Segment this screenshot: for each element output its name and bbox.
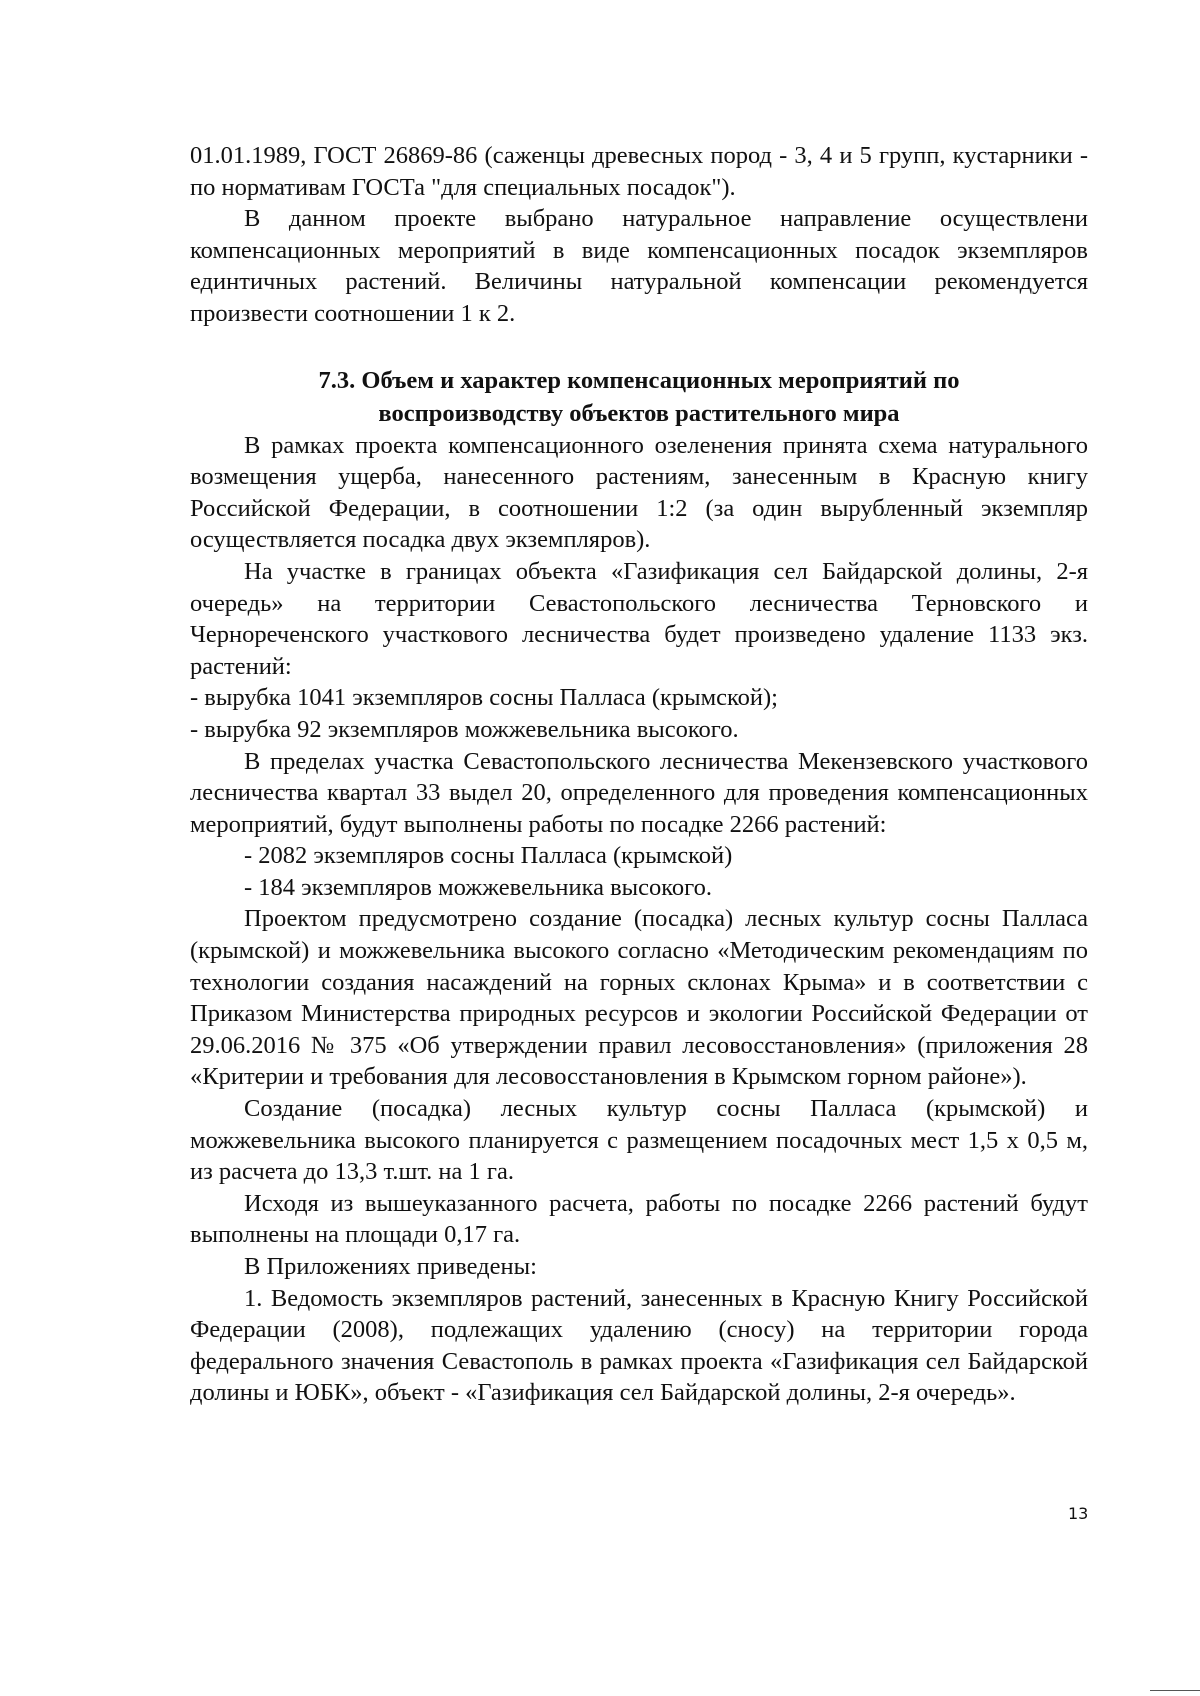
paragraph: В Приложениях приведены: (244, 1253, 537, 1280)
paragraph: На участке в границах объекта «Газификация сел Байдарской долины, 2-я очередь» на территории Севастопольского лесничества Терновского и Чернореченского участкового лесничества будет произведено удаление 1133 экз. растений: (190, 557, 1088, 680)
numbered-item: 1. Ведомость экземпляров растений, занесенных в Красную Книгу Российской Федерации (2008), подлежащих удалению (сносу) на территории города федерального значения Севастополь в рамках проекта «Газификация сел Байдарской долины и ЮБК», объект - «Газификация сел Байдарской долины, 2-я очередь». (190, 1284, 1088, 1407)
scan-edge-line (1150, 1690, 1200, 1691)
paragraph: Исходя из вышеуказанного расчета, работы по посадке 2266 растений будут выполнены на площади 0,17 га. (190, 1189, 1088, 1249)
paragraph: В рамках проекта компенсационного озеленения принята схема натурального возмещения ущерба, нанесенного растениям, занесенным в Красную книгу Российской Федерации, в соотношении 1:2 (за один вырубленный экземпляр осуществляется посадка двух экземпляров). (190, 431, 1088, 554)
paragraph: В пределах участка Севастопольского лесничества Мекензевского участкового лесничества квартал 33 выдел 20, определенного для проведения компенсационных мероприятий, будут выполнены работы по посадке 2266 растений: (190, 747, 1088, 838)
paragraph: В данном проекте выбрано натуральное направление осуществлени компенсационных мероприятий в виде компенсационных посадок экземпляров единтичных растений. Величины натуральной компенсации рекомендуется произвести соотношении 1 к 2. (190, 205, 1088, 327)
paragraph: 01.01.1989, ГОСТ 26869-86 (саженцы древесных пород - 3, 4 и 5 групп, кустарники - по нормативам ГОСТа "для специальных посадок"). (190, 142, 1088, 201)
list-item: - 2082 экземпляров сосны Палласа (крымской) (244, 842, 733, 870)
list-item: - вырубка 1041 экземпляров сосны Палласа (крымской); (190, 684, 778, 712)
paragraph: Проектом предусмотрено создание (посадка) лесных культур сосны Палласа (крымской) и можжевельника высокого согласно «Методическим рекомендациям по технологии создания насаждений на горных склонах Крыма» и в соответствии с Приказом Министерства природных ресурсов и экологии Российской Федерации от 29.06.2016 № 375 «Об утверждении правил лесовосстановления» (приложения 28 «Критерии и требования для лесовосстановления в Крымском горном районе»). (190, 905, 1088, 1091)
paragraph: Создание (посадка) лесных культур сосны Палласа (крымской) и можжевельника высокого планируется с размещением посадочных мест 1,5 х 0,5 м, из расчета до 13,3 т.шт. на 1 га. (190, 1095, 1088, 1186)
page-number: 13 (1068, 1504, 1089, 1523)
section-heading: 7.3. Объем и характер компенсационных мероприятий по воспроизводству объектов растительного мира (318, 366, 960, 427)
list-item: - вырубка 92 экземпляров можжевельника высокого. (190, 715, 739, 743)
list-item: - 184 экземпляров можжевельника высокого. (244, 873, 712, 901)
document-body (190, 140, 1088, 1409)
